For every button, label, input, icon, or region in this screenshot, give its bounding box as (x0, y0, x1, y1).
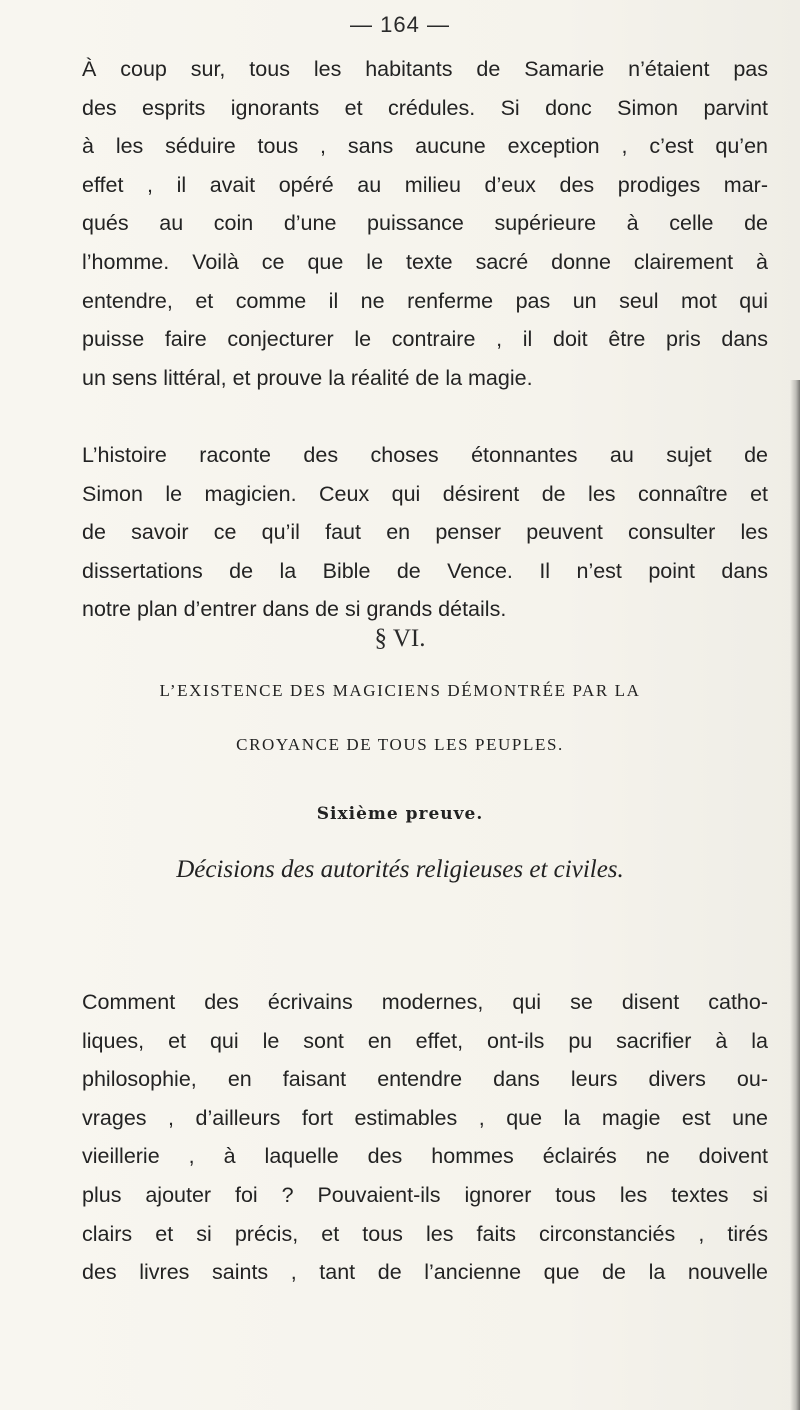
text-line: liques, et qui le sont en effet, ont-ils pu sacrifier à la (82, 1028, 768, 1053)
text-line: l’homme. Voilà ce que le texte sacré donne clairement à (82, 249, 768, 274)
text-line: puisse faire conjecturer le contraire , il doit être pris dans (82, 327, 768, 352)
text-line: L’histoire raconte des choses étonnantes au sujet de (82, 443, 768, 467)
text-line: à les séduire tous , sans aucune exception , c’est qu’en (82, 134, 768, 159)
text-line: entendre, et comme il ne renferme pas un seul mot qui (82, 288, 768, 313)
text-line: des esprits ignorants et crédules. Si donc Simon parvint (82, 95, 768, 120)
section-subtitle: Décisions des autorités religieuses et civiles. (176, 856, 624, 883)
text-line: notre plan d’entrer dans de si grands détails. (82, 597, 507, 622)
text-line: philosophie, en faisant entendre dans leurs divers ou- (82, 1067, 768, 1092)
paragraph-simon (82, 436, 768, 629)
page-number: — 164 — (350, 12, 450, 37)
text-line: dissertations de la Bible de Vence. Il n’est point dans (82, 558, 768, 583)
text-line: clairs et si précis, et tous les faits circonstanciés , tirés (82, 1221, 768, 1246)
text-line: un sens littéral, et prouve la réalité de la magie. (82, 365, 533, 390)
section-number: § VI. (374, 625, 426, 652)
paragraph-samarie (82, 50, 768, 397)
text-line: de savoir ce qu’il faut en penser peuvent consulter les (82, 520, 768, 545)
text-line: vieillerie , à laquelle des hommes éclairés ne doivent (82, 1144, 768, 1169)
text-line: vrages , d’ailleurs fort estimables , que la magie est une (82, 1105, 768, 1130)
section-title-line-2: CROYANCE DE TOUS LES PEUPLES. (236, 735, 564, 754)
section-title-line-1: L’EXISTENCE DES MAGICIENS DÉMONTRÉE PAR LA (159, 681, 641, 700)
text-line: des livres saints , tant de l’ancienne que de la nouvelle (82, 1260, 768, 1285)
text-line: qués au coin d’une puissance supérieure à celle de (82, 211, 768, 236)
text-line: Comment des écrivains modernes, qui se disent catho- (82, 990, 768, 1014)
paragraph-ecrivains (82, 983, 768, 1292)
page-binding-shadow (790, 380, 800, 1410)
text-line: effet , il avait opéré au milieu d’eux des prodiges mar- (82, 172, 768, 197)
proof-heading: Sixième preuve. (316, 804, 484, 824)
text-line: plus ajouter foi ? Pouvaient-ils ignorer tous les textes si (82, 1182, 768, 1207)
text-line: Simon le magicien. Ceux qui désirent de les connaître et (82, 481, 768, 506)
text-line: À coup sur, tous les habitants de Samarie n’étaient pas (82, 57, 768, 81)
